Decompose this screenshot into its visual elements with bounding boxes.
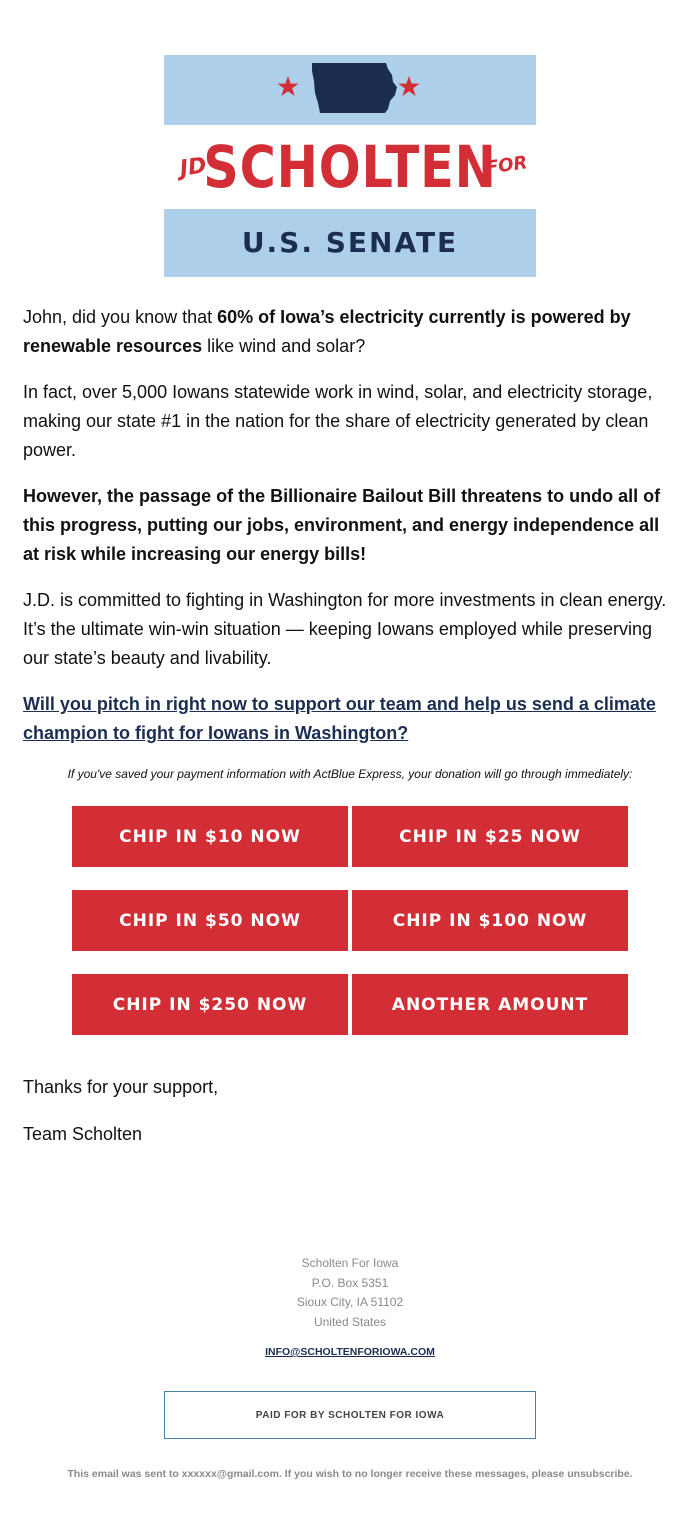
- paid-for-disclaimer: PAID FOR BY SCHOLTEN FOR IOWA: [164, 1391, 536, 1439]
- p1-end: like wind and solar?: [202, 336, 366, 356]
- logo-jd: JD: [178, 153, 209, 182]
- paragraph-3: [23, 482, 673, 569]
- cta-paragraph: [23, 690, 673, 748]
- footer-org: Scholten For Iowa: [301, 1256, 399, 1270]
- thanks-text: Thanks for your support,: [23, 1077, 219, 1097]
- footer-address: [0, 1254, 700, 1332]
- email-body: [23, 303, 673, 765]
- star-icon-left: [277, 76, 298, 96]
- star-icon-right: [398, 76, 419, 96]
- footer-email-link[interactable]: INFO@SCHOLTENFORIOWA.COM: [265, 1346, 435, 1358]
- chip-in-10-button[interactable]: CHIP IN $10 NOW: [72, 806, 348, 867]
- another-amount-button[interactable]: ANOTHER AMOUNT: [352, 974, 628, 1035]
- logo-for: FOR: [484, 152, 529, 179]
- chip-in-100-button[interactable]: CHIP IN $100 NOW: [352, 890, 628, 951]
- footer-city: Sioux City, IA 51102: [296, 1295, 404, 1309]
- p1-intro: John, did you know that: [23, 307, 218, 327]
- paragraph-2: In fact, over 5,000 Iowans statewide work in wind, solar, and electricity storage, making our state #1 in the nation for the share of electricity generated by clean power.: [23, 382, 653, 460]
- chip-in-50-button[interactable]: CHIP IN $50 NOW: [72, 890, 348, 951]
- logo-office: U.S. SENATE: [241, 226, 459, 259]
- campaign-logo: [164, 55, 536, 277]
- p1-bold: 60% of Iowa’s electricity currently is powered by renewable resources: [23, 307, 631, 356]
- logo-name: SCHOLTEN: [203, 133, 497, 201]
- footer-po-box: P.O. Box 5351: [311, 1275, 389, 1290]
- chip-in-25-button[interactable]: CHIP IN $25 NOW: [352, 806, 628, 867]
- express-note: If you've saved your payment information with ActBlue Express, your donation will go through immediately:: [67, 767, 633, 781]
- paragraph-1: [23, 303, 673, 361]
- team-signature: Team Scholten: [23, 1124, 143, 1144]
- donate-cta-link[interactable]: Will you pitch in right now to support our team and help us send a climate champion to fight for Iowans in Washington?: [23, 694, 656, 743]
- footer-country: United States: [313, 1314, 387, 1329]
- chip-in-250-button[interactable]: CHIP IN $250 NOW: [72, 974, 348, 1035]
- p3-bold: However, the passage of the Billionaire Bailout Bill threatens to undo all of this progress, putting our jobs, environment, and energy independence all at risk while increasing our energy bills!: [23, 486, 661, 564]
- unsubscribe-text[interactable]: This email was sent to xxxxxx@gmail.com. If you wish to no longer receive these messages, please unsubscribe.: [67, 1468, 633, 1480]
- paragraph-4: J.D. is committed to fighting in Washington for more investments in clean energy. It’s the ultimate win-win situation — keeping Iowans employed while preserving our state’s beauty and livability.: [23, 590, 667, 668]
